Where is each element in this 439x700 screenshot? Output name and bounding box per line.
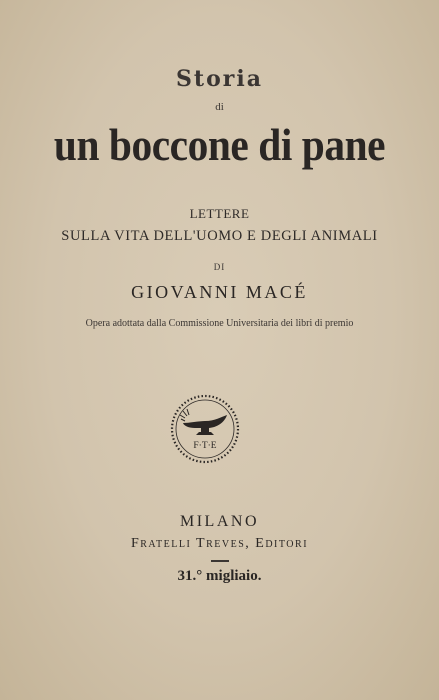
oil-lamp-icon <box>180 409 227 435</box>
city: MILANO <box>180 513 259 530</box>
title-storia: Storia <box>176 66 263 92</box>
author-di: DI <box>213 262 226 272</box>
edition-count: 31.° migliaio. <box>177 568 262 584</box>
adoption-note: Opera adottata dalla Commissione Universitaria dei libri di premio <box>85 318 354 329</box>
title-di: di <box>215 101 224 113</box>
author-name: GIOVANNI MACÉ <box>131 282 308 302</box>
divider <box>211 560 229 562</box>
subtitle-lettere: LETTERE <box>189 206 250 221</box>
main-title: un boccone di pane <box>53 119 386 170</box>
emblem-initials: F·T·E <box>193 441 217 451</box>
publisher-emblem <box>169 393 241 465</box>
publisher: Fratelli Treves, Editori <box>130 536 309 551</box>
subtitle-topic: SULLA VITA DELL'UOMO E DEGLI ANIMALI <box>61 228 378 244</box>
